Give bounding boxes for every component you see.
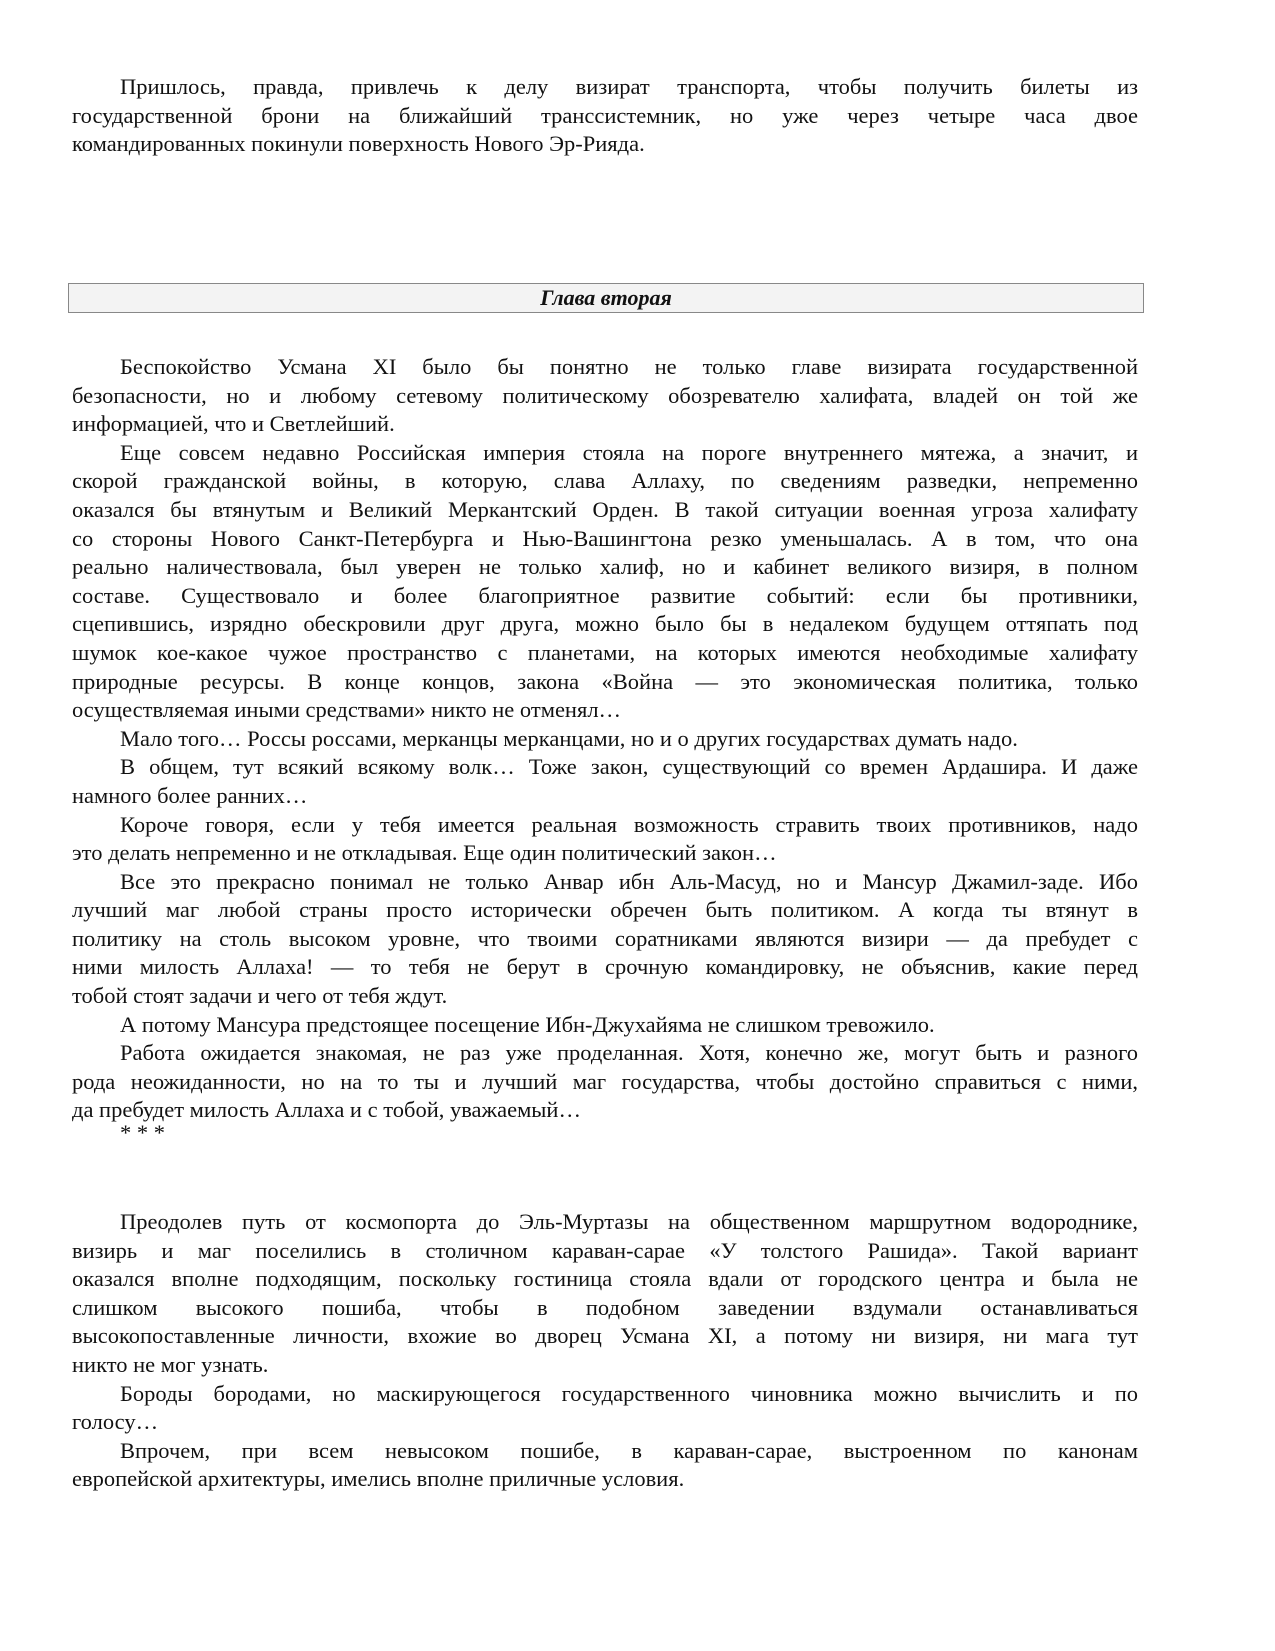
- text-line: составе. Существовало и более благоприятное развитие событий: если бы противники,: [72, 582, 1138, 608]
- text-line: Мало того… Россы россами, мерканцы мерканцами, но и о других государствах думать надо.: [120, 725, 1018, 751]
- text-line: природные ресурсы. В конце концов, закона «Война — это экономическая политика, только: [72, 668, 1138, 694]
- paragraph: [72, 439, 1138, 725]
- text-line: Бороды бородами, но маскирующегося государственного чиновника можно вычислить и по: [120, 1380, 1138, 1406]
- text-line: ними милость Аллаха! — то тебя не берут в срочную командировку, не объяснив, какие перед: [72, 954, 1138, 980]
- text-line: намного более ранних…: [72, 782, 308, 808]
- text-line: это делать непременно и не откладывая. Еще один политический закон…: [72, 840, 777, 866]
- chapter-body-part1: [72, 353, 1138, 1125]
- text-line: оказался вполне подходящим, поскольку гостиница стояла вдали от городского центра и была не: [72, 1266, 1138, 1292]
- section-separator: * * *: [120, 1120, 165, 1145]
- paragraph: [72, 73, 1138, 159]
- paragraph: [72, 1208, 1138, 1380]
- text-line: Беспокойство Усмана XI было бы понятно не только главе визирата государственной: [120, 354, 1138, 379]
- paragraph: [72, 1039, 1138, 1125]
- text-line: голосу…: [72, 1409, 159, 1435]
- chapter-title: Глава вторая: [540, 285, 672, 310]
- text-line: Еще совсем недавно Российская империя стояла на пороге внутреннего мятежа, а значит, и: [120, 439, 1138, 465]
- paragraph: [72, 1380, 1138, 1437]
- text-line: тобой стоят задачи и чего от тебя ждут.: [72, 983, 448, 1009]
- text-line: лучший маг любой страны просто исторически обречен быть политиком. А когда ты втянут в: [72, 897, 1138, 923]
- text-line: европейской архитектуры, имелись вполне приличные условия.: [72, 1466, 685, 1492]
- text-line: со стороны Нового Санкт-Петербурга и Нью-Вашингтона резко уменьшалась. А в том, что она: [72, 525, 1138, 551]
- text-line: реально наличествовала, был уверен не только халиф, но и кабинет великого визиря, в полном: [72, 554, 1138, 580]
- text-line: оказался бы втянутым и Великий Меркантский Орден. В такой ситуации военная угроза халифату: [72, 496, 1138, 522]
- text-line: слишком высокого пошиба, чтобы в подобном заведении вздумали останавливаться: [72, 1294, 1138, 1320]
- paragraph: [72, 1437, 1138, 1494]
- paragraph: [72, 353, 1138, 439]
- text-line: государственной брони на ближайший транссистемник, но уже через четыре часа двое: [72, 102, 1138, 128]
- text-line: осуществляемая иными средствами» никто не отменял…: [72, 697, 622, 723]
- chapter-heading: [68, 283, 1144, 313]
- text-line: политику на столь высоком уровне, что твоими соратниками являются визири — да пребудет с: [72, 925, 1138, 951]
- text-line: Все это прекрасно понимал не только Анвар ибн Аль-Масуд, но и Мансур Джамил-заде. Ибо: [120, 868, 1138, 894]
- chapter-body-part2: [72, 1208, 1138, 1494]
- intro-text: [72, 73, 1138, 159]
- text-line: да пребудет милость Аллаха и с тобой, уважаемый…: [72, 1097, 581, 1123]
- text-line: Впрочем, при всем невысоком пошибе, в караван-сарае, выстроенном по канонам: [120, 1437, 1138, 1463]
- text-line: В общем, тут всякий всякому волк… Тоже закон, существующий со времен Ардашира. И даже: [120, 754, 1138, 780]
- text-line: Короче говоря, если у тебя имеется реальная возможность стравить твоих противников, надо: [120, 811, 1138, 837]
- text-line: безопасности, но и любому сетевому политическому обозревателю халифата, владей он той же: [72, 382, 1138, 408]
- text-line: скорой гражданской войны, в которую, слава Аллаху, по сведениям разведки, непременно: [72, 468, 1138, 494]
- text-line: высокопоставленные личности, вхожие во дворец Усмана XI, а потому ни визиря, ни мага тут: [72, 1323, 1138, 1349]
- paragraph: [72, 725, 1138, 754]
- text-line: информацией, что и Светлейший.: [72, 411, 395, 437]
- text-line: Пришлось, правда, привлечь к делу визират транспорта, чтобы получить билеты из: [120, 74, 1138, 99]
- text-line: А потому Мансура предстоящее посещение Ибн-Джухайяма не слишком тревожило.: [120, 1011, 935, 1037]
- text-line: Работа ожидается знакомая, не раз уже проделанная. Хотя, конечно же, могут быть и разного: [120, 1040, 1138, 1066]
- paragraph: [72, 753, 1138, 810]
- text-line: Преодолев путь от космопорта до Эль-Муртазы на общественном маршрутном водороднике,: [120, 1209, 1138, 1234]
- paragraph: [72, 811, 1138, 868]
- text-line: никто не мог узнать.: [72, 1351, 269, 1377]
- text-line: шумок кое-какое чужое пространство с планетами, на которых имеются необходимые халифату: [72, 639, 1138, 665]
- text-line: сцепившись, изрядно обескровили друг друга, можно было бы в недалеком будущем оттяпать под: [72, 611, 1138, 637]
- section-separator-container: [72, 1119, 1138, 1148]
- text-line: визирь и маг поселились в столичном караван-сарае «У толстого Рашида». Такой вариант: [72, 1237, 1138, 1263]
- paragraph: [72, 868, 1138, 1011]
- paragraph: [72, 1011, 1138, 1040]
- text-line: рода неожиданности, но на то ты и лучший маг государства, чтобы достойно справиться с ними,: [72, 1068, 1138, 1094]
- text-line: командированных покинули поверхность Нового Эр-Рияда.: [72, 131, 645, 157]
